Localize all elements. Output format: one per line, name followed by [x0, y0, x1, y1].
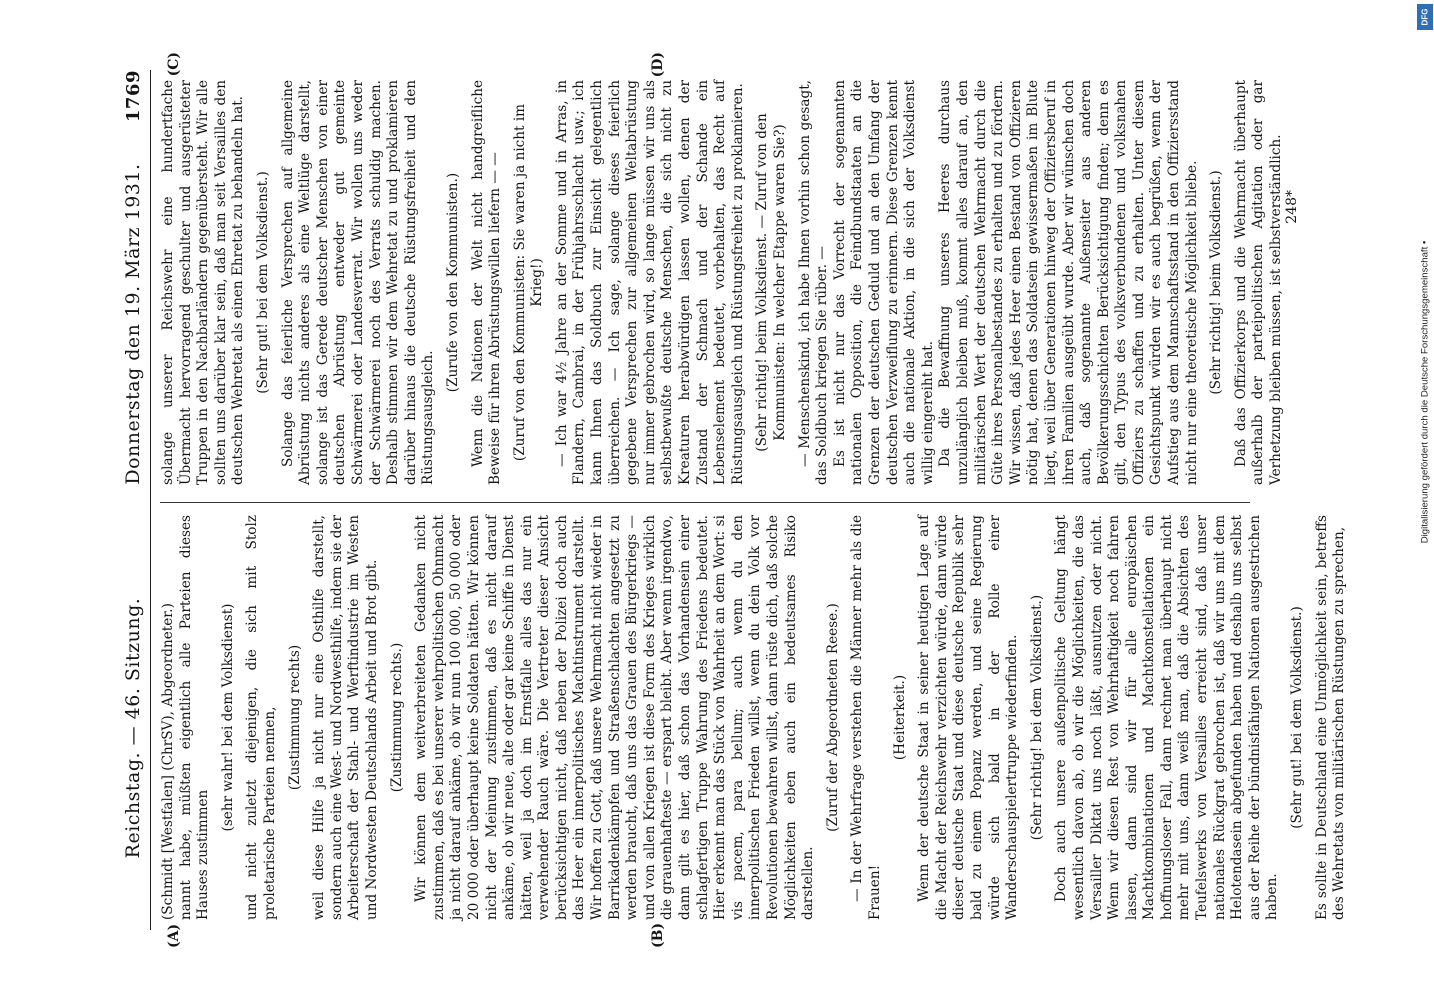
paragraph: Es sollte in Deutschland eine Unmöglichkeit sein, betreffs des Wehretats von militärischen Rüstungen zu sprechen,: [1313, 515, 1348, 920]
page-number: 1769: [123, 69, 144, 123]
interjection: (sehr wahr! bei dem Volksdienst): [219, 603, 236, 832]
paragraph: und nicht zuletzt diejenigen, die sich mit Stolz proletarische Parteien nennen,: [244, 515, 278, 920]
interjection: (Sehr richtig! bei dem Volksdienst.): [1028, 594, 1045, 841]
interjection: (Zuruf der Abgeordneten Reese.): [824, 603, 841, 832]
running-header: [114, 70, 144, 930]
paragraph: Wir können dem weitverbreiteten Gedanken nicht zustimmen, daß es bei unserer wehrpolitischen Ohnmacht ja nicht darauf ankäme, ob wir nun 100 000, 50 000 oder 20 000 oder überhaupt keine Soldaten hätten. Wir können nicht der Meinung zustimmen, daß es nicht darauf ankäme, ob wir neue, alte oder gar keine Schiffe in Dienst hätten, weil ja doch im Ernstfalle alles das nur ein verwehender Rauch wäre. Die Vertreter dieser Ansicht berücksichtigen nicht, daß neben der Polizei doch auch das Heer ein innerpolitisches Machtinstrument darstellt. Wir hoffen zu Gott, daß unsere Wehrmacht nicht wieder in Barrikadenkämpfen und Straßenschlachten angesetzt zu werden braucht, daß uns das Grauen des Bürgerkriegs — und von allen Kriegen ist diese Form des Krieges wirklich die grauenhafteste — erspart bleibt. Aber wenn irgendwo, dann gilt es hier, daß schon das Vorhandensein einer schlagfertigen Truppe Wahrung des Friedens bedeutet. Hier erkennt man das Stück von Wahrheit an dem Wort: si vis pacem, para bellum; auch wenn du den innerpolitischen Frieden willst, wenn du dein Volk vor Revolutionen bewahren willst, dann rüste dich, daß solche Möglichkeiten eben auch ein bedeutsames Risiko darstellen.: [413, 515, 817, 920]
paragraph: Daß das Offizierkorps und die Wehrmacht überhaupt außerhalb der parteipolitischen Agitation oder gar Verhetzung bleiben müssen, ist selbstverständlich.: [1232, 80, 1285, 485]
folio-signature: 248*: [1284, 190, 1300, 224]
funding-notice: Digitalisierung gefördert durch die Deutsche Forschungsgemeinschaft •: [1419, 240, 1431, 544]
paragraph: nannt habe, müßten eigentlich alle Parteien dieses Hauses zustimmen: [177, 515, 212, 920]
paragraph: (Schmidt [Westfalen] (ChrSV), Abgeordneter.): [160, 603, 176, 920]
interjection: (Sehr richtig! beim Volksdienst. — Zuruf von den Kommunisten: In welcher Etappe waren Sie?): [754, 113, 788, 452]
left-column: [160, 515, 1348, 920]
dfg-logo: DFG: [1417, 4, 1433, 30]
margin-marker-d: (D): [650, 52, 666, 78]
header-rule: [150, 70, 151, 930]
interjection: (Sehr gut! bei dem Volksdienst.): [254, 171, 271, 394]
paragraph: solange unserer Reichswehr eine hundertfache Übermacht hervorragend geschulter und ausgerüsteter Truppen in den Nachbarländern gegenübersteht. Wir alle sollten uns darüber klar sein, daß man seit Versailles den deutschen Wehretat als einen Ehretat zu behandeln hat.: [160, 80, 247, 485]
interjection: (Zurufe von den Kommunisten.): [444, 172, 461, 393]
interjection: (Zustimmung rechts): [286, 644, 303, 791]
paragraph: Da die Bewaffnung unseres Heeres durchaus unzulänglich bleiben muß, kommt alles darauf an, den militärischen Wert der deutschen Wehrmacht durch die Güte ihres Personalbestandes zu erhalten und zu fördern. Wir wissen, daß jedes Heer einen Bestand von Offizieren nötig hat, denen das Soldatsein gewissermaßen im Blute liegt, weil über Generationen hinweg der Offiziersberuf in ihren Familien ausgeübt wurde. Aber wir wünschen doch auch, daß sogenannte Außenseiter aus anderen Bevölkerungsschichten Berücksichtigung finden; denn es gilt, den Typus des volksverbundenen und volksnahen Offiziers zu schaffen und zu erhalten. Unter diesem Gesichtspunkt würden wir es auch begrüßen, wenn der Aufstieg aus dem Mannschaftsstand in den Offiziersstand nicht nur eine theoretische Möglichkeit bliebe.: [937, 80, 1200, 485]
paragraph: Doch auch unsere außenpolitische Geltung hängt wesentlich davon ab, ob wir die Möglichkeiten, die das Versailler Diktat uns noch läßt, ausnutzen oder nicht. Wenn wir diesen Rest von Wehrhaftigkeit noch fahren lassen, dann sind wir für alle europäischen Machtkombinationen und Machtkonstellationen ein hoffnungsloser Fall, dann rechnet man überhaupt nicht mehr mit uns, dann weiß man, daß die Absichten des Teufelswerks von Versailles erreicht sind, daß unser nationales Rückgrat gebrochen ist, daß wir uns mit dem Helotendasein abgefunden haben und deshalb uns selbst aus der Reihe der bündnisfähigen Nationen ausgestrichen haben.: [1053, 515, 1281, 920]
paragraph: — Ich war 4½ Jahre an der Somme und in Arras, in Flandern, Cambrai, in der Frühjahrsschlacht usw.; ich kann Ihnen das Soldbuch zur Einsicht gelegentlich überreichen. — Ich sage, solange dieses feierlich gegebene Versprechen zur allgemeinen Weltabrüstung nur immer gebrochen wird, so lange müssen wir uns als selbstbewußte deutsche Menschen, die sich nicht zu Kreaturen herabwürdigen lassen wollen, denen der Zustand der Schmach und der Schande ein Lebenselement bedeutet, vorbehalten, das Recht auf Rüstungsausgleich und Rüstungsfreiheit zu proklamieren.: [553, 80, 746, 485]
header-left: Reichstag. — 46. Sitzung.: [122, 597, 144, 859]
interjection: (Zuruf von den Kommunisten: Sie waren ja nicht im Krieg!): [511, 103, 546, 462]
margin-marker-b: (B): [650, 922, 666, 948]
paragraph: — Menschenskind, ich habe Ihnen vorhin schon gesagt, das Soldbuch kriegen Sie rüber. —: [796, 80, 831, 485]
paragraph: Es ist nicht nur das Vorrecht der sogenannten nationalen Opposition, die Feindbundstaaten an die Grenzen der deutschen Geduld und an den Umfang der deutschen Verzweiflung zu erinnern. Diese Grenzen kennt auch die nationale Aktion, in die sich der Volksdienst willig eingereiht hat.: [831, 80, 936, 485]
margin-marker-a: (A): [166, 923, 182, 948]
paragraph: Wenn der deutsche Staat in seiner heutigen Lage auf die Macht der Reichswehr verzichten würde, dann würde dieser deutsche Staat und diese deutsche Republik sehr bald zu einem Popanz werden, und seine Regierung würde sich bald in der Rolle einer Wanderschauspielertruppe wiederfinden.: [916, 515, 1021, 920]
column-divider: [160, 502, 1250, 503]
paragraph: Solange das feierliche Versprechen auf allgemeine Abrüstung nichts anderes als eine Weltlüge darstellt, solange ist das Gerede deutscher Menschen von einer deutschen Abrüstung entweder gut gemeinte Schwärmerei oder Landesverrat. Wir wollen uns weder der Schwärmerei noch des Verrats schuldig machen. Deshalb stimmen wir dem Wehretat zu und proklamieren darüber hinaus die deutsche Rüstungsfreiheit und den Rüstungsausgleich.: [279, 80, 437, 485]
paragraph: weil diese Hilfe ja nicht nur eine Osthilfe darstellt, sondern auch eine West- und Nordwesthilfe, indem sie der Arbeiterschaft der Stahl- und Werftindustrie im Westen und Nordwesten Deutschlands Arbeit und Brot gibt.: [311, 515, 380, 920]
interjection: (Sehr gut! bei dem Volksdienst.): [1289, 606, 1306, 829]
interjection: (Zustimmung rechts.): [388, 642, 405, 793]
paragraph: — In der Wehrfrage verstehen die Männer mehr als die Frauen!: [849, 515, 883, 920]
paragraph: Wenn die Nationen der Welt nicht handgreifliche Beweise für ihren Abrüstungswillen liefern — —: [469, 80, 504, 485]
right-column: [160, 80, 1285, 485]
interjection: (Heiterkeit.): [891, 674, 908, 761]
rotated-page: [90, 50, 1348, 950]
digitization-sidebar: [1416, 0, 1434, 1000]
header-center: Donnerstag den 19. März 1931.: [122, 163, 144, 485]
interjection: (Sehr richtig! beim Volksdienst.): [1208, 170, 1225, 395]
margin-marker-c: (C): [166, 52, 182, 77]
